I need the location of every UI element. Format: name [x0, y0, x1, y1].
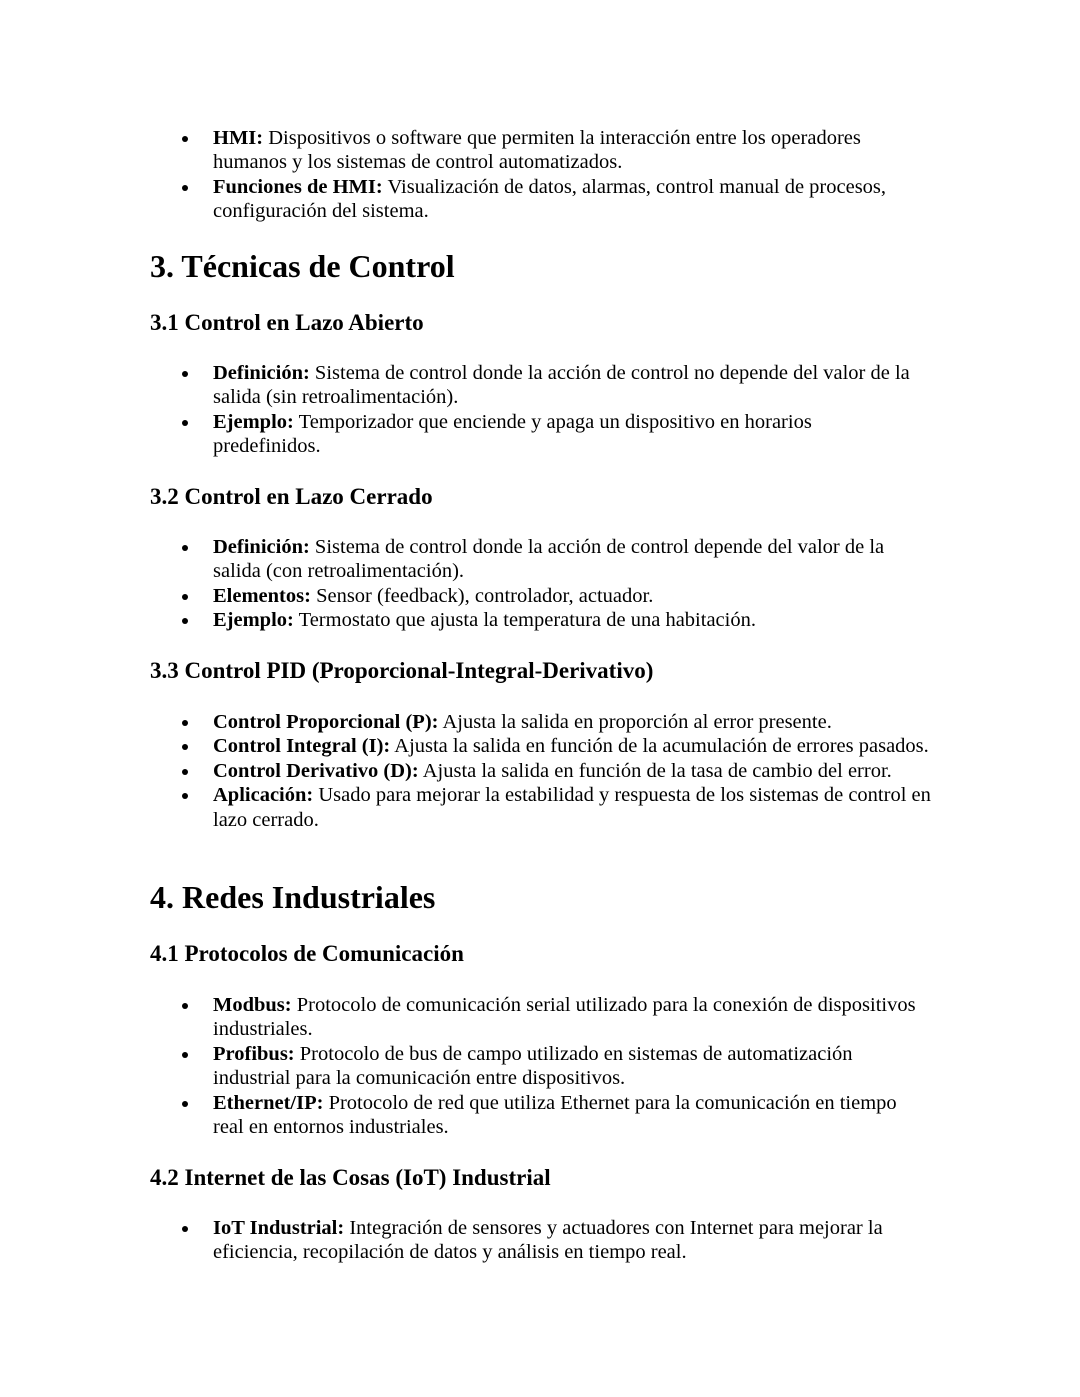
list-item-term: Ejemplo:	[213, 410, 294, 433]
list-item-term: IoT Industrial:	[213, 1217, 345, 1239]
list-item	[213, 410, 918, 459]
list-item-term: Modbus:	[213, 994, 292, 1016]
list-item-term: Control Proporcional (P):	[213, 711, 439, 733]
section-heading-tecnicas-de-control: 3. Técnicas de Control	[150, 248, 455, 284]
list-item-term: Ejemplo:	[213, 609, 294, 632]
list-item-term: Profibus:	[213, 1042, 295, 1065]
list-item	[213, 126, 913, 175]
list-item-text: Dispositivos o software que permiten la interacción entre los operadores humanos y los sistemas de control automatizados.	[213, 127, 861, 174]
list-item-text: Usado para mejorar la estabilidad y respuesta de los sistemas de control en lazo cerrado.	[213, 784, 931, 831]
list-item-term: Ethernet/IP:	[213, 1091, 324, 1114]
list-item	[213, 1216, 913, 1265]
list-item	[213, 759, 938, 783]
list-item-term: Elementos:	[213, 584, 311, 607]
list-item-text: Integración de sensores y actuadores con Internet para mejorar la eficiencia, recopilación de datos y análisis en tiempo real.	[213, 1217, 883, 1264]
lazo-cerrado-list	[213, 535, 913, 633]
list-item	[213, 734, 938, 758]
section-heading-redes-industriales: 4. Redes Industriales	[150, 879, 436, 915]
subsection-heading-control-pid: 3.3 Control PID (Proporcional-Integral-Derivativo)	[150, 658, 654, 683]
list-item-term: Definición:	[213, 536, 310, 558]
list-item-text: Protocolo de comunicación serial utilizado para la conexión de dispositivos industriales.	[213, 994, 916, 1041]
list-item	[213, 361, 918, 410]
list-item-text: Temporizador que enciende y apaga un dispositivo en horarios predefinidos.	[213, 410, 812, 458]
list-item-term: HMI:	[213, 127, 264, 149]
list-item-text: Visualización de datos, alarmas, control manual de procesos, configuración del sistema.	[213, 175, 887, 223]
list-item-term: Control Derivativo (D):	[213, 759, 419, 782]
iot-list	[213, 1216, 913, 1265]
subsection-heading-lazo-abierto: 3.1 Control en Lazo Abierto	[150, 310, 424, 335]
list-item	[213, 710, 938, 734]
subsection-heading-iot-industrial: 4.2 Internet de las Cosas (IoT) Industrial	[150, 1165, 551, 1190]
list-item-text: Termostato que ajusta la temperatura de una habitación.	[293, 609, 756, 632]
list-item-text: Sistema de control donde la acción de control depende del valor de la salida (con retroalimentación).	[213, 536, 885, 583]
subsection-heading-protocolos: 4.1 Protocolos de Comunicación	[150, 941, 464, 966]
list-item-text: Ajusta la salida en proporción al error presente.	[438, 711, 832, 733]
list-item	[213, 783, 938, 832]
list-item	[213, 535, 913, 584]
list-item	[213, 1091, 928, 1140]
list-item-text: Protocolo de red que utiliza Ethernet para la comunicación en tiempo real en entornos industriales.	[213, 1091, 897, 1139]
list-item-text: Protocolo de bus de campo utilizado en sistemas de automatización industrial para la comunicación entre dispositivos.	[213, 1042, 853, 1090]
list-item-text: Sensor (feedback), controlador, actuador.	[310, 584, 654, 607]
control-pid-list	[213, 710, 938, 832]
list-item	[213, 993, 928, 1042]
protocolos-list	[213, 993, 928, 1139]
list-item-term: Funciones de HMI:	[213, 175, 383, 198]
subsection-heading-lazo-cerrado: 3.2 Control en Lazo Cerrado	[150, 484, 433, 509]
lazo-abierto-list	[213, 361, 918, 459]
list-item-text: Ajusta la salida en función de la acumulación de errores pasados.	[390, 735, 929, 758]
list-item-term: Control Integral (I):	[213, 735, 391, 758]
list-item-text: Sistema de control donde la acción de control no depende del valor de la salida (sin retroalimentación).	[213, 362, 910, 409]
list-item-text: Ajusta la salida en función de la tasa de cambio del error.	[418, 759, 892, 782]
list-item	[213, 175, 913, 224]
list-item-term: Aplicación:	[213, 784, 314, 807]
list-item	[213, 608, 913, 632]
list-item-term: Definición:	[213, 362, 310, 384]
hmi-list	[213, 126, 913, 224]
list-item	[213, 584, 913, 608]
list-item	[213, 1042, 928, 1091]
